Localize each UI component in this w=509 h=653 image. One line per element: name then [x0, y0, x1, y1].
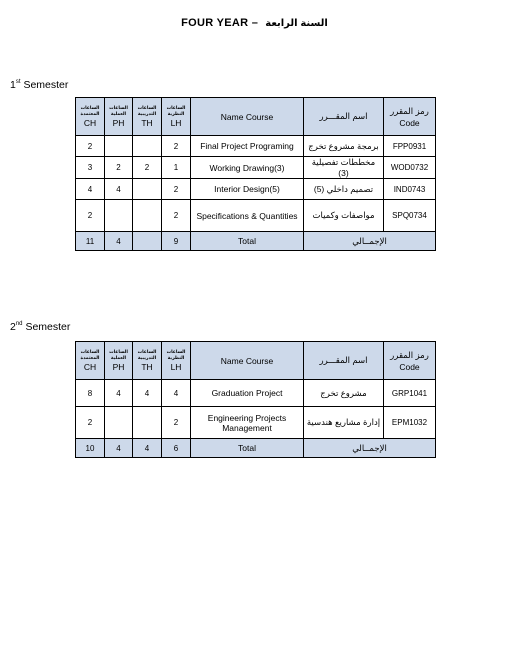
cell-course-name-arabic: تصميم داخلي (5) — [304, 179, 384, 200]
header-course-name-arabic: اسم المقـــرر — [304, 98, 384, 136]
table-row — [76, 157, 436, 179]
total-label-arabic: الإجمــالي — [304, 232, 436, 251]
cell-code: FPP0931 — [384, 136, 436, 157]
cell-lh: 2 — [162, 407, 191, 439]
cell-code: WOD0732 — [384, 157, 436, 179]
total-row — [76, 232, 436, 251]
page-title — [0, 17, 509, 29]
table-row — [76, 136, 436, 157]
header-name-course: Name Course — [191, 342, 304, 380]
table-row — [76, 200, 436, 232]
header-code: رمز المقرر Code — [384, 342, 436, 380]
cell-th — [133, 200, 162, 232]
header-course-name-arabic: اسم المقـــرر — [304, 342, 384, 380]
total-row — [76, 439, 436, 458]
cell-course-name-arabic: برمجة مشروع تخرج — [304, 136, 384, 157]
header-ch: الساعات المعتمدة CH — [76, 342, 105, 380]
cell-course-name: Specifications & Quantities — [191, 200, 304, 232]
header-ph: الساعات العملية PH — [105, 98, 133, 136]
cell-lh: 2 — [162, 136, 191, 157]
header-name-course: Name Course — [191, 98, 304, 136]
cell-ch: 4 — [76, 179, 105, 200]
semester-1-heading — [10, 79, 68, 91]
header-th: الساعات التدريبية TH — [133, 98, 162, 136]
total-ph: 4 — [105, 439, 133, 458]
cell-ch: 2 — [76, 200, 105, 232]
header-lh: الساعات النظرية LH — [162, 98, 191, 136]
cell-code: GRP1041 — [384, 380, 436, 407]
cell-course-name: Engineering Projects Management — [191, 407, 304, 439]
total-ch: 11 — [76, 232, 105, 251]
cell-course-name-arabic: مواصفات وكميات — [304, 200, 384, 232]
cell-ph: 2 — [105, 157, 133, 179]
total-label: Total — [191, 232, 304, 251]
cell-code: SPQ0734 — [384, 200, 436, 232]
table-row — [76, 380, 436, 407]
header-code: رمز المقرر Code — [384, 98, 436, 136]
semester-1-word: Semester — [23, 79, 69, 91]
header-th: الساعات التدريبية TH — [133, 342, 162, 380]
total-lh: 6 — [162, 439, 191, 458]
cell-ph — [105, 136, 133, 157]
semester-2-word: Semester — [25, 321, 71, 333]
cell-th — [133, 407, 162, 439]
cell-ch: 2 — [76, 136, 105, 157]
cell-ch: 3 — [76, 157, 105, 179]
cell-code: EPM1032 — [384, 407, 436, 439]
cell-course-name-arabic: مشروع تخرج — [304, 380, 384, 407]
total-ph: 4 — [105, 232, 133, 251]
semester-1-number: 1 — [10, 79, 16, 91]
header-ch: الساعات المعتمدة CH — [76, 98, 105, 136]
cell-ph — [105, 200, 133, 232]
cell-ch: 2 — [76, 407, 105, 439]
cell-course-name-arabic: إدارة مشاريع هندسية — [304, 407, 384, 439]
cell-th: 4 — [133, 380, 162, 407]
total-th: 4 — [133, 439, 162, 458]
title-english: FOUR YEAR – — [181, 17, 259, 29]
cell-code: IND0743 — [384, 179, 436, 200]
total-label: Total — [191, 439, 304, 458]
cell-course-name: Final Project Programing — [191, 136, 304, 157]
semester-2-heading — [10, 321, 70, 333]
cell-course-name-arabic: مخططات تفصيلية (3) — [304, 157, 384, 179]
total-ch: 10 — [76, 439, 105, 458]
cell-ph — [105, 407, 133, 439]
cell-course-name: Working Drawing(3) — [191, 157, 304, 179]
cell-course-name: Interior Design(5) — [191, 179, 304, 200]
table-row — [76, 179, 436, 200]
cell-ph: 4 — [105, 380, 133, 407]
cell-lh: 1 — [162, 157, 191, 179]
header-lh: الساعات النظرية LH — [162, 342, 191, 380]
semester-2-table — [75, 341, 436, 458]
semester-2-number: 2 — [10, 321, 16, 333]
table-header-row — [76, 98, 436, 136]
cell-ch: 8 — [76, 380, 105, 407]
total-label-arabic: الإجمــالي — [304, 439, 436, 458]
cell-lh: 2 — [162, 179, 191, 200]
cell-th — [133, 179, 162, 200]
cell-lh: 4 — [162, 380, 191, 407]
table-row — [76, 407, 436, 439]
cell-th: 2 — [133, 157, 162, 179]
title-arabic: السنة الرابعة — [265, 18, 328, 29]
semester-1-table — [75, 97, 436, 251]
semester-1-ordinal: st — [15, 78, 21, 85]
total-lh: 9 — [162, 232, 191, 251]
total-th — [133, 232, 162, 251]
cell-ph: 4 — [105, 179, 133, 200]
cell-course-name: Graduation Project — [191, 380, 304, 407]
header-ph: الساعات العملية PH — [105, 342, 133, 380]
table-header-row — [76, 342, 436, 380]
semester-2-ordinal: nd — [15, 320, 23, 327]
cell-th — [133, 136, 162, 157]
cell-lh: 2 — [162, 200, 191, 232]
